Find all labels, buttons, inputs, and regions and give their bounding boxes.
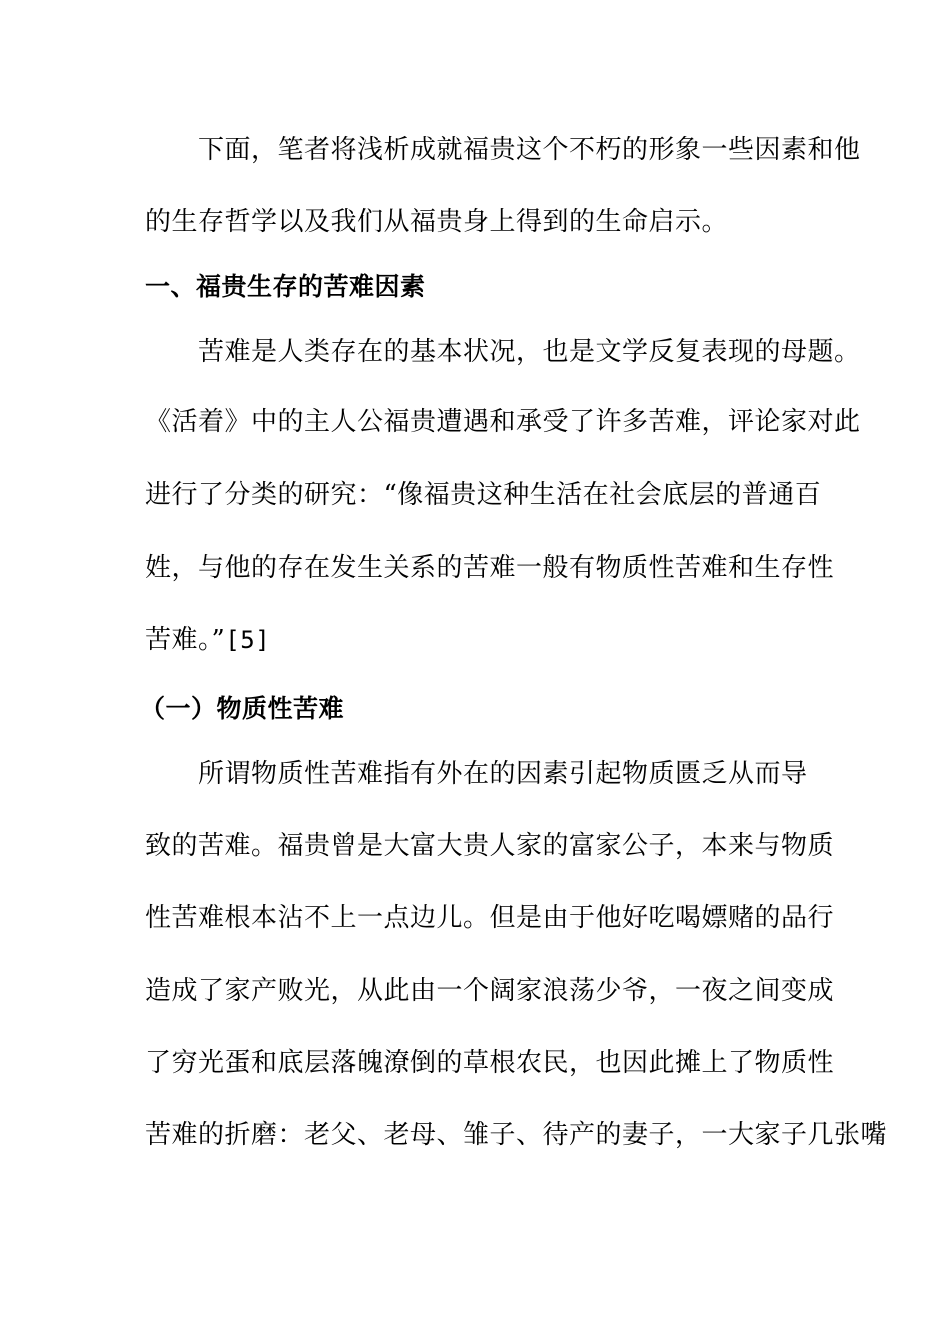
intro-line-1: 下面，笔者将浅析成就福贵这个不朽的形象一些因素和他: [145, 135, 861, 165]
intro-line-2: 的生存哲学以及我们从福贵身上得到的生命启示。: [145, 207, 729, 237]
section1-line-5: [145, 623, 815, 657]
section-heading-1: 一、福贵生存的苦难因素: [145, 272, 426, 301]
subsection1-line-5: 了穷光蛋和底层落魄潦倒的草根农民，也因此摊上了物质性: [145, 1048, 835, 1078]
subsection1-line-1: 所谓物质性苦难指有外在的因素引起物质匮乏从而导: [145, 759, 808, 789]
citation-reference: [5]: [225, 626, 271, 654]
subsection1-line-2: 致的苦难。福贵曾是大富大贵人家的富家公子，本来与物质: [145, 831, 835, 861]
section1-line-3: 进行了分类的研究：“像福贵这种生活在社会底层的普通百: [145, 480, 822, 510]
section1-line-4: 姓，与他的存在发生关系的苦难一般有物质性苦难和生存性: [145, 553, 835, 583]
subsection-heading-1: （一）物质性苦难: [140, 694, 345, 723]
subsection1-line-3: 性苦难根本沾不上一点边儿。但是由于他好吃喝嫖赌的品行: [145, 903, 835, 933]
subsection1-line-4: 造成了家产败光，从此由一个阔家浪荡少爷，一夜之间变成: [145, 976, 835, 1006]
subsection1-line-6: 苦难的折磨：老父、老母、雏子、待产的妻子，一大家子几张嘴: [145, 1120, 888, 1150]
section1-line-2: 《活着》中的主人公福贵遭遇和承受了许多苦难，评论家对此: [145, 407, 861, 437]
section1-line-5-text: 苦难。”: [145, 625, 226, 655]
section1-line-1: 苦难是人类存在的基本状况，也是文学反复表现的母题。: [145, 337, 861, 367]
